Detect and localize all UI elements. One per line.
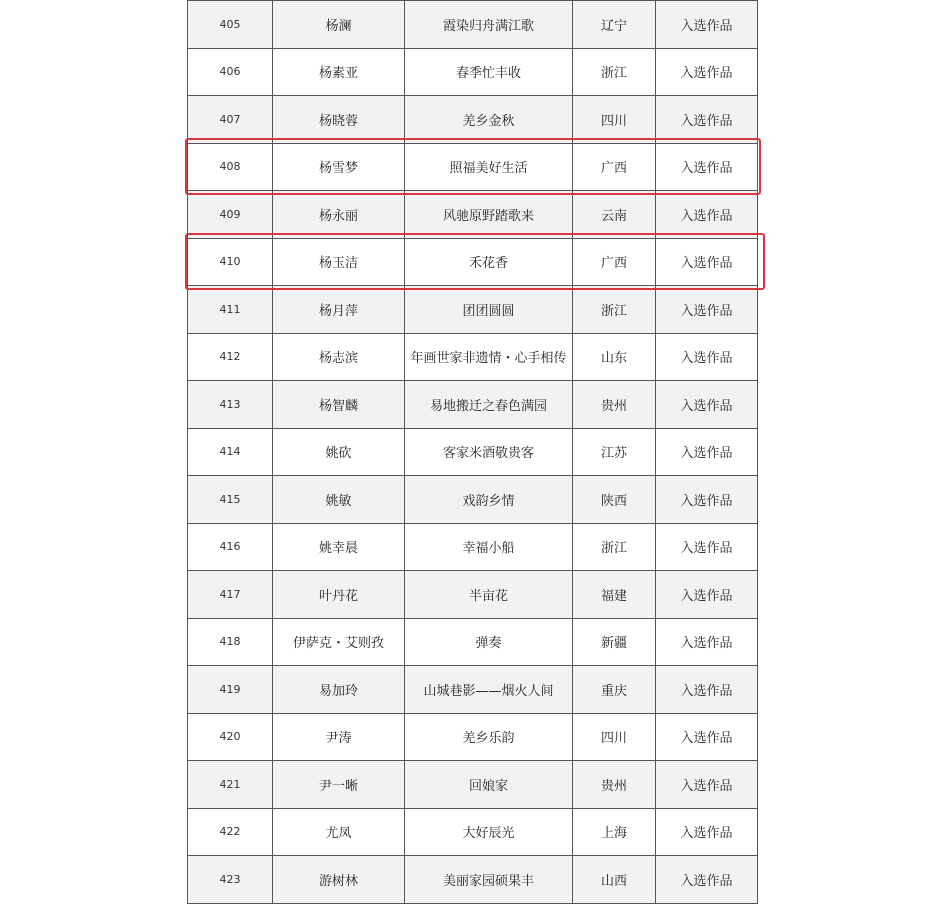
status-cell: 入选作品 [656, 761, 758, 809]
status-cell: 入选作品 [656, 666, 758, 714]
region-cell: 陕西 [573, 476, 656, 524]
status-cell: 入选作品 [656, 48, 758, 96]
region-cell: 山西 [573, 856, 656, 904]
table-row [188, 808, 758, 856]
region-cell: 浙江 [573, 523, 656, 571]
status-cell: 入选作品 [656, 381, 758, 429]
row-number-cell: 412 [188, 333, 273, 381]
row-number-cell: 423 [188, 856, 273, 904]
row-number-cell: 406 [188, 48, 273, 96]
status-cell: 入选作品 [656, 238, 758, 286]
author-name-cell: 尹一晰 [273, 761, 405, 809]
work-title-cell: 半亩花 [405, 571, 573, 619]
work-title-cell: 易地搬迁之春色满园 [405, 381, 573, 429]
region-cell: 广西 [573, 238, 656, 286]
status-cell: 入选作品 [656, 1, 758, 49]
table-row [188, 238, 758, 286]
table-row [188, 713, 758, 761]
author-name-cell: 尹涛 [273, 713, 405, 761]
work-title-cell: 羌乡乐韵 [405, 713, 573, 761]
author-name-cell: 游树林 [273, 856, 405, 904]
row-number-cell: 411 [188, 286, 273, 334]
work-title-cell: 风驰原野踏歌来 [405, 191, 573, 239]
work-title-cell: 禾花香 [405, 238, 573, 286]
author-name-cell: 尤凤 [273, 808, 405, 856]
region-cell: 贵州 [573, 381, 656, 429]
table-row [188, 523, 758, 571]
region-cell: 江苏 [573, 428, 656, 476]
table-row [188, 428, 758, 476]
row-number-cell: 416 [188, 523, 273, 571]
table-row [188, 761, 758, 809]
author-name-cell: 杨素亚 [273, 48, 405, 96]
table-row [188, 666, 758, 714]
region-cell: 四川 [573, 713, 656, 761]
row-number-cell: 421 [188, 761, 273, 809]
author-name-cell: 杨智麟 [273, 381, 405, 429]
row-number-cell: 408 [188, 143, 273, 191]
status-cell: 入选作品 [656, 143, 758, 191]
region-cell: 四川 [573, 96, 656, 144]
author-name-cell: 杨雪梦 [273, 143, 405, 191]
work-title-cell: 幸福小船 [405, 523, 573, 571]
author-name-cell: 杨永丽 [273, 191, 405, 239]
table-row [188, 381, 758, 429]
author-name-cell: 伊萨克・艾则孜 [273, 618, 405, 666]
row-number-cell: 410 [188, 238, 273, 286]
table-row [188, 571, 758, 619]
author-name-cell: 姚幸晨 [273, 523, 405, 571]
work-title-cell: 羌乡金秋 [405, 96, 573, 144]
author-name-cell: 杨澜 [273, 1, 405, 49]
status-cell: 入选作品 [656, 856, 758, 904]
work-title-cell: 大好辰光 [405, 808, 573, 856]
row-number-cell: 419 [188, 666, 273, 714]
region-cell: 辽宁 [573, 1, 656, 49]
status-cell: 入选作品 [656, 618, 758, 666]
author-name-cell: 易加玲 [273, 666, 405, 714]
region-cell: 云南 [573, 191, 656, 239]
author-name-cell: 杨月萍 [273, 286, 405, 334]
region-cell: 上海 [573, 808, 656, 856]
row-number-cell: 405 [188, 1, 273, 49]
table-row [188, 96, 758, 144]
author-name-cell: 叶丹花 [273, 571, 405, 619]
work-title-cell: 年画世家非遗情・心手相传 [405, 333, 573, 381]
work-title-cell: 霞染归舟满江歌 [405, 1, 573, 49]
table-row [188, 286, 758, 334]
row-number-cell: 417 [188, 571, 273, 619]
status-cell: 入选作品 [656, 713, 758, 761]
table-row [188, 333, 758, 381]
work-title-cell: 回娘家 [405, 761, 573, 809]
author-name-cell: 姚砍 [273, 428, 405, 476]
status-cell: 入选作品 [656, 96, 758, 144]
work-title-cell: 春季忙丰收 [405, 48, 573, 96]
author-name-cell: 杨志滨 [273, 333, 405, 381]
row-number-cell: 415 [188, 476, 273, 524]
table-row [188, 191, 758, 239]
region-cell: 浙江 [573, 48, 656, 96]
table-row [188, 618, 758, 666]
table-row [188, 143, 758, 191]
table-row [188, 856, 758, 904]
results-table [187, 0, 758, 904]
row-number-cell: 422 [188, 808, 273, 856]
work-title-cell: 客家米酒敬贵客 [405, 428, 573, 476]
author-name-cell: 杨玉洁 [273, 238, 405, 286]
status-cell: 入选作品 [656, 571, 758, 619]
table-row [188, 476, 758, 524]
work-title-cell: 照福美好生活 [405, 143, 573, 191]
work-title-cell: 美丽家园硕果丰 [405, 856, 573, 904]
row-number-cell: 420 [188, 713, 273, 761]
region-cell: 山东 [573, 333, 656, 381]
row-number-cell: 414 [188, 428, 273, 476]
region-cell: 浙江 [573, 286, 656, 334]
region-cell: 新疆 [573, 618, 656, 666]
row-number-cell: 418 [188, 618, 273, 666]
work-title-cell: 弹奏 [405, 618, 573, 666]
table-row [188, 48, 758, 96]
work-title-cell: 戏韵乡情 [405, 476, 573, 524]
row-number-cell: 413 [188, 381, 273, 429]
table-body [188, 1, 758, 904]
author-name-cell: 姚敏 [273, 476, 405, 524]
region-cell: 贵州 [573, 761, 656, 809]
status-cell: 入选作品 [656, 191, 758, 239]
status-cell: 入选作品 [656, 428, 758, 476]
work-title-cell: 团团圆圆 [405, 286, 573, 334]
table-row [188, 1, 758, 49]
row-number-cell: 407 [188, 96, 273, 144]
author-name-cell: 杨晓蓉 [273, 96, 405, 144]
region-cell: 广西 [573, 143, 656, 191]
status-cell: 入选作品 [656, 333, 758, 381]
row-number-cell: 409 [188, 191, 273, 239]
region-cell: 重庆 [573, 666, 656, 714]
status-cell: 入选作品 [656, 808, 758, 856]
status-cell: 入选作品 [656, 523, 758, 571]
status-cell: 入选作品 [656, 476, 758, 524]
work-title-cell: 山城巷影——烟火人间 [405, 666, 573, 714]
region-cell: 福建 [573, 571, 656, 619]
status-cell: 入选作品 [656, 286, 758, 334]
